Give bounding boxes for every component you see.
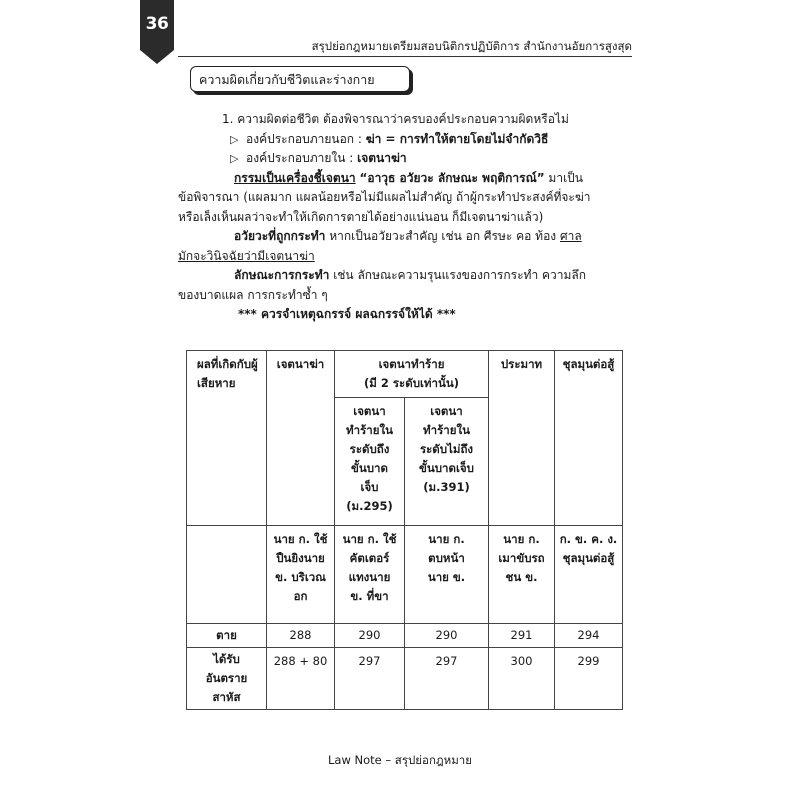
header-negligence: ประมาท xyxy=(489,351,555,526)
table-row xyxy=(187,526,623,624)
header-rule xyxy=(178,56,632,57)
manner-rest: เช่น ลักษณะความรุนแรงของการกระทำ ความลึก xyxy=(329,268,587,282)
header-intent-harm-sub: (มี 2 ระดับเท่านั้น) xyxy=(364,376,459,390)
death-fight: 294 xyxy=(555,624,623,648)
manner-line-1 xyxy=(178,266,634,286)
running-header: สรุปย่อกฎหมายเตรียมสอบนิติกรปฏิบัติการ สำนักงานอัยการสูงสุด xyxy=(311,39,632,53)
death-kill: 288 xyxy=(267,624,335,648)
weapon-line-1 xyxy=(178,169,634,189)
internal-label: องค์ประกอบภายใน : xyxy=(246,151,358,165)
example-negligence: นาย ก. เมาขับรถชน ข. xyxy=(489,526,555,624)
example-fight: ก. ข. ค. ง. ชุลมุนต่อสู้ xyxy=(555,526,623,624)
header-fight: ชุลมุนต่อสู้ xyxy=(555,351,623,526)
harm-negligence: 300 xyxy=(489,648,555,710)
example-blank-cell xyxy=(187,526,267,624)
harm-harm-1: 297 xyxy=(335,648,405,710)
internal-value: เจตนาฆ่า xyxy=(357,151,407,165)
manner-line-2: ของบาดแผล การกระทำซ้ำ ๆ xyxy=(178,287,328,302)
offense-table xyxy=(186,350,623,710)
organ-heading: อวัยวะที่ถูกกระทำ xyxy=(234,229,326,243)
header-result: ผลที่เกิดกับผู้เสียหาย xyxy=(187,351,267,526)
harm-harm-2: 297 xyxy=(405,648,489,710)
death-harm-2: 290 xyxy=(405,624,489,648)
header-intent-harm-title: เจตนาทำร้าย xyxy=(378,357,445,371)
section-title: ความผิดเกี่ยวกับชีวิตและร่างกาย xyxy=(190,66,410,92)
header-harm-level-1: เจตนาทำร้ายในระดับถึงขั้นบาดเจ็บ (ม.295) xyxy=(335,398,405,526)
row-harm-label: ได้รับอันตรายสาหัส xyxy=(187,648,267,710)
header-intent-kill: เจตนาฆ่า xyxy=(267,351,335,526)
arrow-bullet-icon: ▷ xyxy=(230,132,239,146)
external-value: ฆ่า = การทำให้ตายโดยไม่จำกัดวิธี xyxy=(365,131,549,146)
table-row xyxy=(187,648,623,710)
weapon-rest: มาเป็น xyxy=(544,170,583,185)
row-death-label: ตาย xyxy=(187,624,267,648)
organ-rest: หากเป็นอวัยวะสำคัญ เช่น อก ศีรษะ คอ ท้อง xyxy=(325,229,560,243)
death-harm-1: 290 xyxy=(335,624,405,648)
internal-element-line xyxy=(178,149,634,169)
harm-fight: 299 xyxy=(555,648,623,710)
example-harm-2: นาย ก. ตบหน้านาย ข. xyxy=(405,526,489,624)
page-number: 36 xyxy=(145,14,169,34)
external-label: องค์ประกอบภายนอก : xyxy=(246,131,366,146)
table-row xyxy=(187,351,623,398)
organ-underlined-2: มักจะวินิจฉัยว่ามีเจตนาฆ่า xyxy=(178,248,315,263)
organ-line-2 xyxy=(178,247,634,267)
weapon-quote: “อาวุธ อวัยวะ ลักษณะ พฤติการณ์” xyxy=(359,170,545,185)
body-text xyxy=(178,110,634,325)
weapon-heading: กรรมเป็นเครื่องชี้เจตนา xyxy=(234,170,356,185)
arrow-bullet-icon: ▷ xyxy=(230,152,239,165)
manner-heading: ลักษณะการกระทำ xyxy=(234,268,330,282)
table-row xyxy=(187,624,623,648)
example-harm-1: นาย ก. ใช้คัตเตอร์แทงนาย ข. ที่ขา xyxy=(335,526,405,624)
page-footer: Law Note – สรุปย่อกฎหมาย xyxy=(328,753,472,767)
external-element-line xyxy=(178,130,634,150)
weapon-line-3: หรือเล็งเห็นผลว่าจะทำให้เกิดการตายได้อย่างแน่นอน ก็มีเจตนาฆ่าแล้ว) xyxy=(178,209,544,224)
organ-underlined-1: ศาล xyxy=(559,229,582,243)
death-negligence: 291 xyxy=(489,624,555,648)
memorize-note: *** ควรจำเหตุฉกรรจ์ ผลฉกรรจ์ให้ได้ *** xyxy=(238,307,456,321)
harm-kill: 288 + 80 xyxy=(267,648,335,710)
organ-line-1 xyxy=(178,227,634,247)
example-kill: นาย ก. ใช้ปืนยิงนาย ข. บริเวณอก xyxy=(267,526,335,624)
item-1: 1. ความผิดต่อชีวิต ต้องพิจารณาว่าครบองค์ประกอบความผิดหรือไม่ xyxy=(222,112,569,126)
header-harm-level-2: เจตนาทำร้ายในระดับไม่ถึงขั้นบาดเจ็บ (ม.391) xyxy=(405,398,489,526)
header-intent-harm xyxy=(335,351,489,398)
weapon-line-2: ข้อพิจารณา (แผลมาก แผลน้อยหรือไม่มีแผลไม่สำคัญ ถ้าผู้กระทำประสงค์ที่จะฆ่า xyxy=(178,190,591,204)
